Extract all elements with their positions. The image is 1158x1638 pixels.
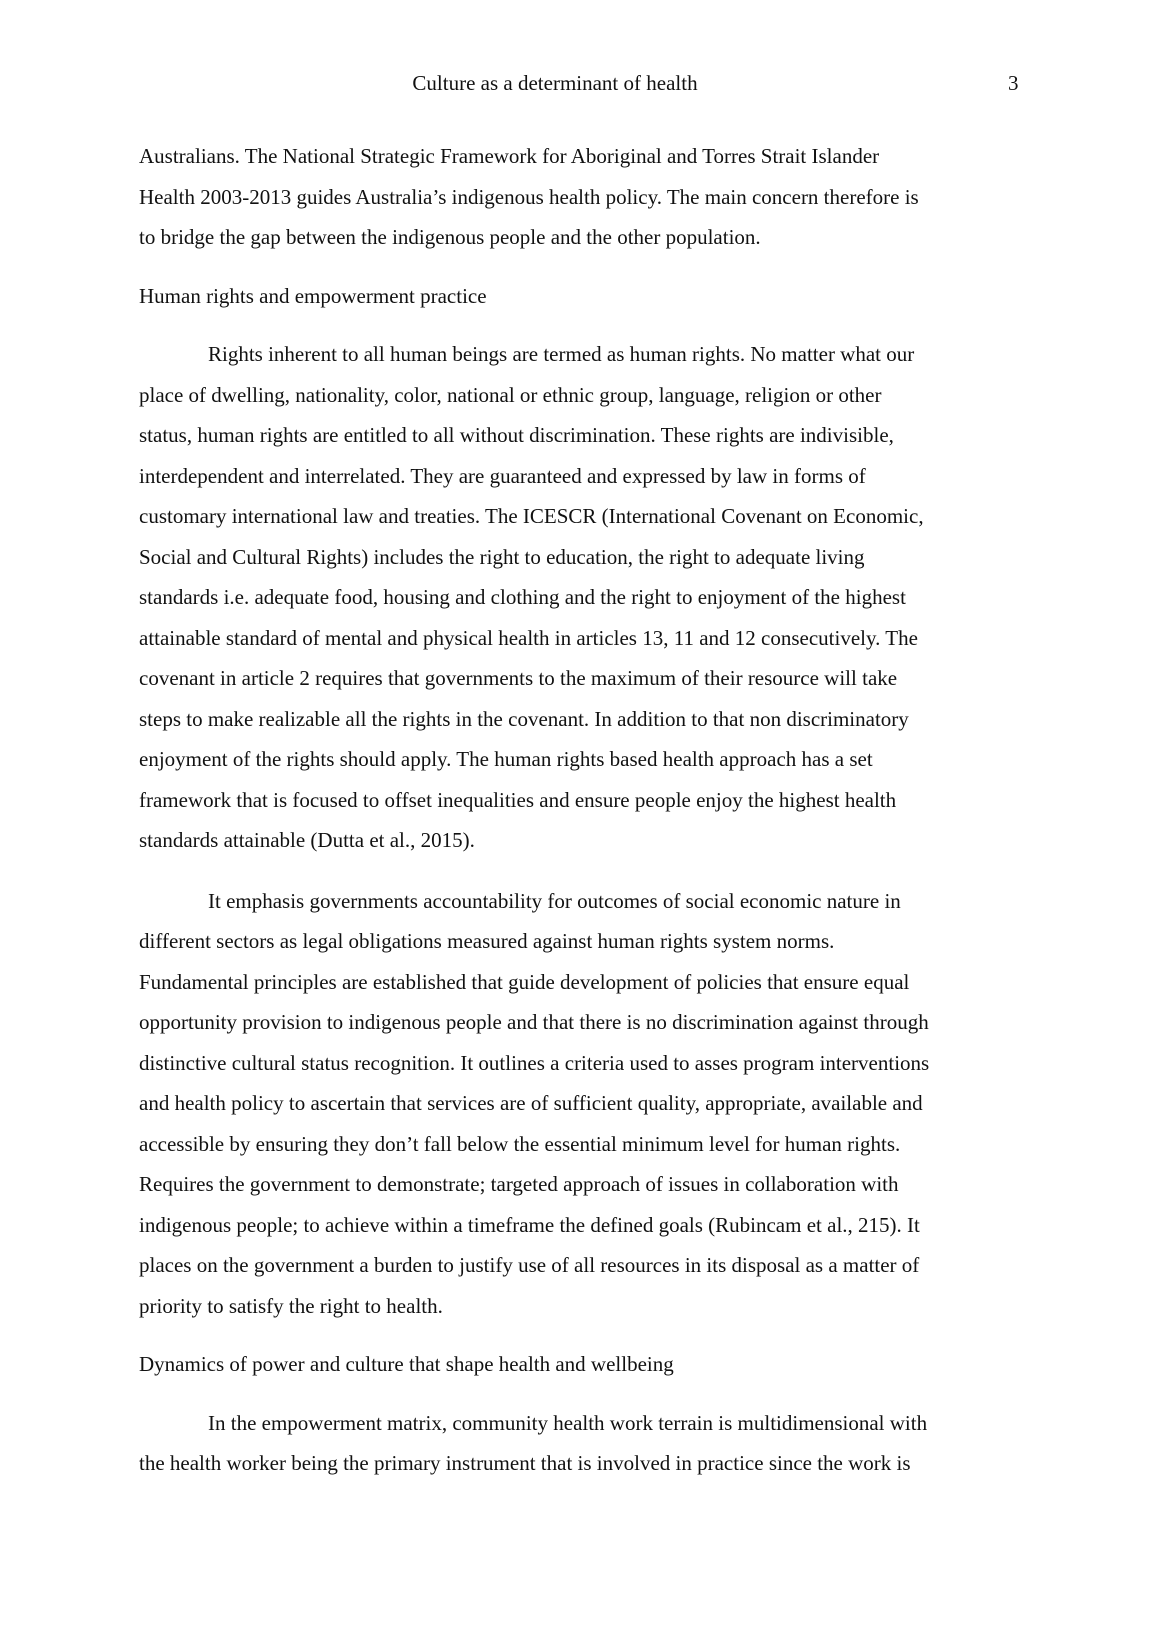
text-line: standards i.e. adequate food, housing and clothing and the right to enjoyment of the highest [139,585,906,609]
text-line: Rights inherent to all human beings are termed as human rights. No matter what our [208,342,915,366]
text-line: interdependent and interrelated. They are guaranteed and expressed by law in forms of [139,463,866,488]
text-line: places on the government a burden to justify use of all resources in its disposal as a matter of [139,1253,920,1277]
text-line: the health worker being the primary instrument that is involved in practice since the work is [139,1451,911,1475]
text-line: steps to make realizable all the rights in the covenant. In addition to that non discriminatory [139,706,909,731]
page-number: 3 [1008,71,1019,95]
text-line: accessible by ensuring they don’t fall below the essential minimum level for human rights. [139,1131,901,1156]
text-line: status, human rights are entitled to all without discrimination. These rights are indivisible, [139,423,894,447]
text-line: customary international law and treaties. The ICESCR (International Covenant on Economic, [139,504,924,528]
text-line: to bridge the gap between the indigenous people and the other population. [139,225,761,249]
paragraph-empowerment [139,1403,1029,1484]
text-line: It emphasis governments accountability for outcomes of social economic nature in [208,888,901,913]
text-line: covenant in article 2 requires that governments to the maximum of their resource will take [139,666,898,690]
text-line: attainable standard of mental and physical health in articles 13, 11 and 12 consecutively. The [139,625,918,650]
paragraph-accountability [139,881,1029,1327]
text-line: indigenous people; to achieve within a timeframe the defined goals (Rubincam et al., 215). It [139,1212,920,1237]
text-line: Requires the government to demonstrate; targeted approach of issues in collaboration with [139,1172,899,1196]
section-heading-dynamics: Dynamics of power and culture that shape health and wellbeing [139,1352,674,1376]
text-line: different sectors as legal obligations measured against human rights system norms. [139,929,835,953]
text-line: place of dwelling, nationality, color, national or ethnic group, language, religion or other [139,382,882,407]
text-line: enjoyment of the rights should apply. The human rights based health approach has a set [139,747,873,771]
text-line: and health policy to ascertain that services are of sufficient quality, appropriate, available and [139,1091,923,1115]
paragraph-human-rights [139,334,1029,861]
document-body [139,136,1029,1484]
text-line: Fundamental principles are established that guide development of policies that ensure equal [139,969,910,994]
text-line: framework that is focused to offset inequalities and ensure people enjoy the highest health [139,787,897,812]
running-header-title: Culture as a determinant of health [412,71,698,95]
text-line: opportunity provision to indigenous people and that there is no discrimination against through [139,1010,929,1034]
text-line: Health 2003-2013 guides Australia’s indigenous health policy. The main concern therefore is [139,184,919,209]
text-line: standards attainable (Dutta et al., 2015). [139,828,475,852]
text-line: Social and Cultural Rights) includes the right to education, the right to adequate living [139,544,865,569]
text-line: priority to satisfy the right to health. [139,1293,443,1318]
text-line: In the empowerment matrix, community health work terrain is multidimensional with [208,1410,928,1435]
paragraph-intro [139,136,1029,258]
text-line: distinctive cultural status recognition. It outlines a criteria used to asses program interventions [139,1050,930,1075]
section-heading-human-rights: Human rights and empowerment practice [139,283,487,308]
text-line: Australians. The National Strategic Framework for Aboriginal and Torres Strait Islander [139,144,880,168]
